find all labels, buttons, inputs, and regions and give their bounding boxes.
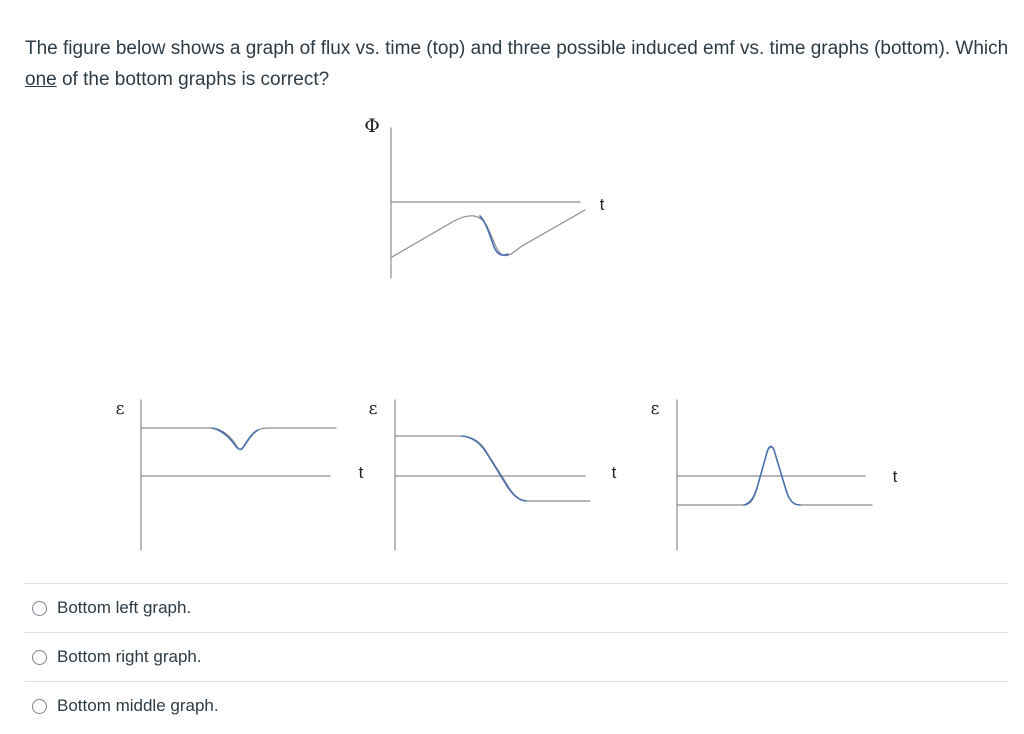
radio-button[interactable]: [32, 699, 47, 714]
bottom-left-emf-graph: [116, 399, 364, 550]
question-part2: of the bottom graphs is correct?: [56, 69, 330, 90]
bottom-right-time-label: t: [892, 467, 898, 486]
bottom-middle-time-label: t: [611, 463, 617, 482]
choice-bottom-right[interactable]: [25, 632, 1008, 681]
bottom-left-emf-curve: [141, 428, 336, 450]
question-part1: The figure below shows a graph of flux vs. time (top) and three possible induced emf vs. time graphs (bottom). Which: [25, 38, 1009, 59]
bottom-left-time-label: t: [358, 463, 364, 482]
bottom-middle-emf-graph: [369, 399, 617, 550]
choice-bottom-middle[interactable]: [25, 681, 1008, 730]
flux-time-axis-label: t: [599, 195, 605, 214]
radio-button[interactable]: [32, 601, 47, 616]
bottom-left-emf-label: ε: [115, 399, 125, 419]
flux-dip-highlight: [480, 216, 508, 255]
bottom-middle-step-highlight: [462, 436, 526, 501]
bottom-middle-emf-label: ε: [368, 399, 378, 419]
choice-label: Bottom right graph.: [57, 647, 202, 666]
question-emphasis: one: [25, 69, 57, 90]
choice-bottom-left[interactable]: [25, 583, 1008, 632]
answer-choices: [25, 583, 1008, 730]
bottom-left-dip-highlight: [212, 428, 258, 449]
bottom-middle-emf-curve: [395, 436, 590, 501]
bottom-right-emf-label: ε: [650, 399, 660, 419]
choice-label: Bottom left graph.: [57, 598, 192, 617]
bottom-right-emf-graph: [651, 399, 898, 550]
flux-axis-label: Φ: [364, 115, 380, 137]
radio-button[interactable]: [32, 650, 47, 665]
choice-label: Bottom middle graph.: [57, 696, 219, 715]
flux-vs-time-graph: [364, 115, 604, 278]
